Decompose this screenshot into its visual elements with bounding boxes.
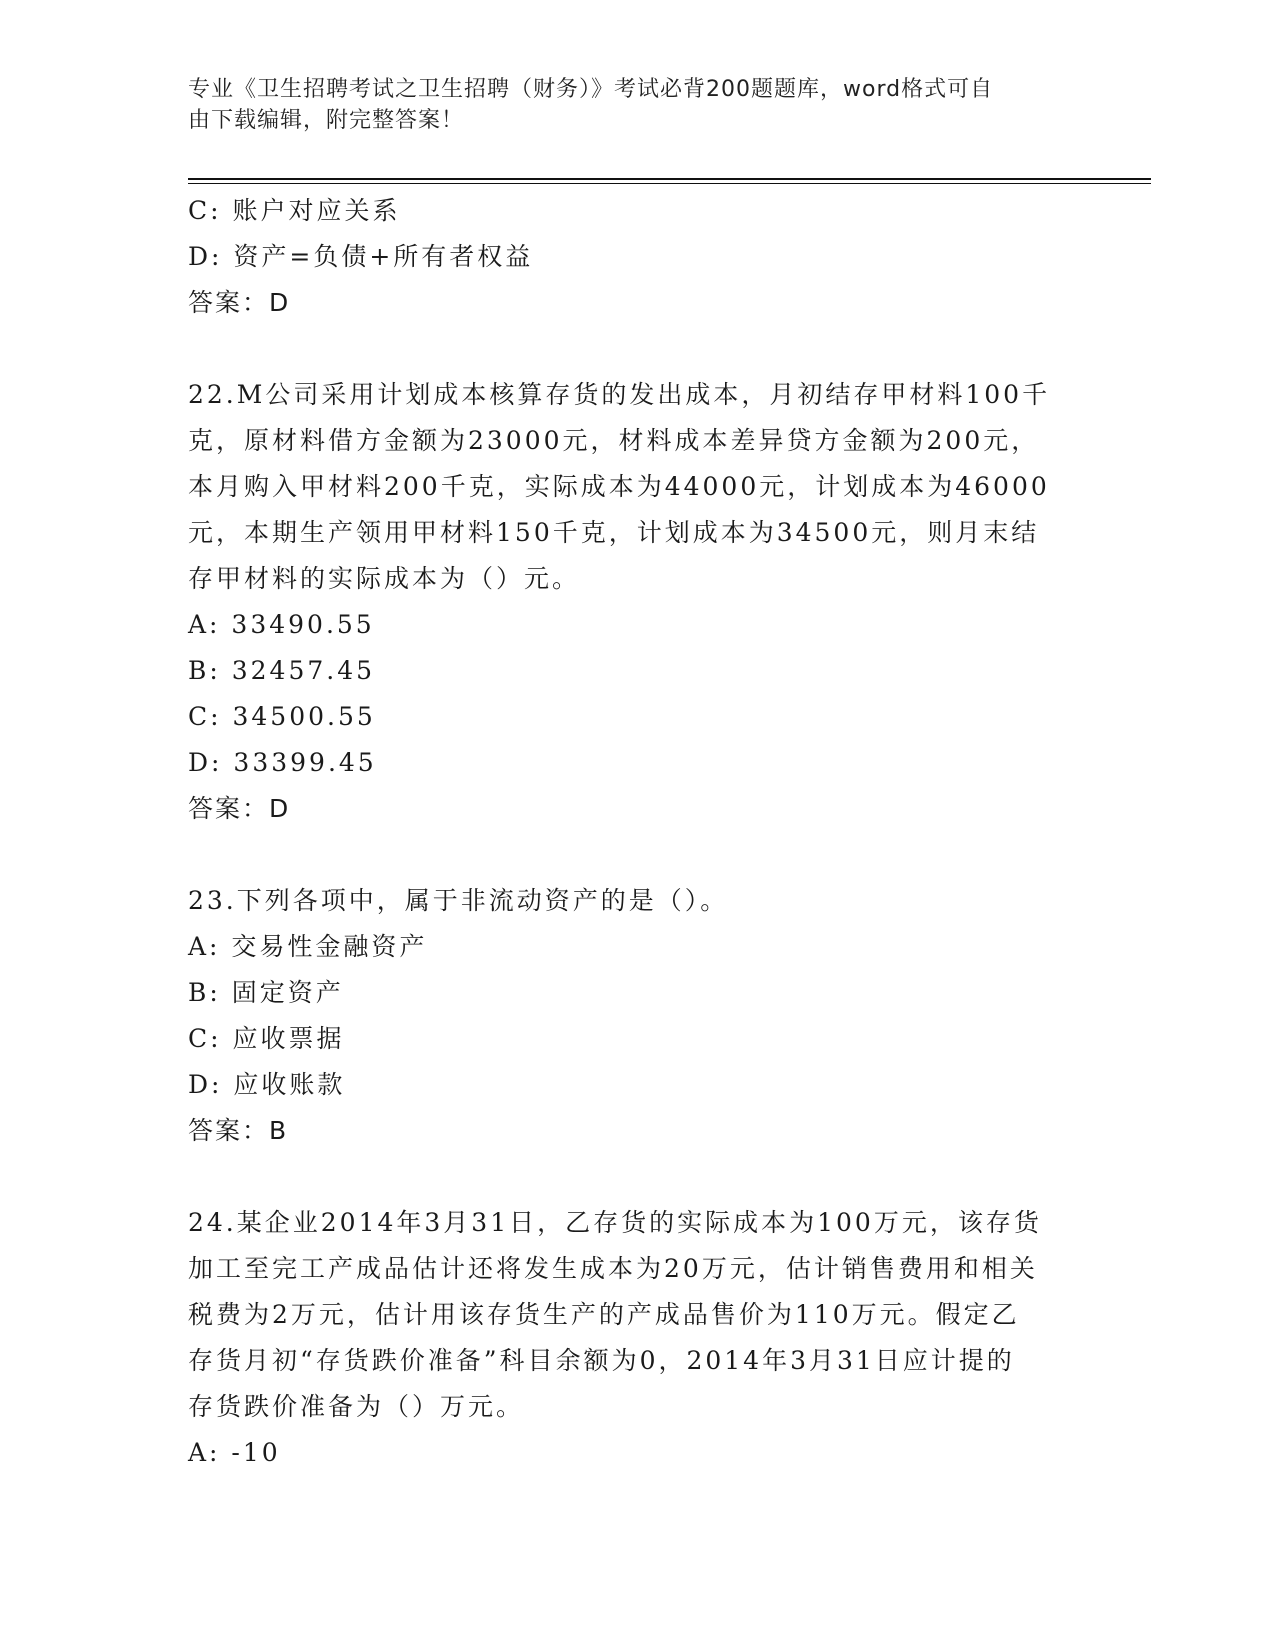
question-24 — [188, 1200, 1088, 1476]
answer: 答案：D — [188, 288, 291, 317]
question-22 — [188, 372, 1088, 832]
spacer — [188, 326, 1088, 372]
question-text-line: 克，原材料借方金额为23000元，材料成本差异贷方金额为200元， — [188, 426, 1040, 455]
question-text-line: 23.下列各项中，属于非流动资产的是（）。 — [188, 886, 729, 915]
option-c: C: 34500.55 — [188, 702, 376, 731]
header-divider-thick — [188, 178, 1151, 180]
question-list — [188, 188, 1088, 1476]
question-text-line: 税费为2万元，估计用该存货生产的产成品售价为110万元。假定乙 — [188, 1300, 1020, 1329]
spacer — [188, 1154, 1088, 1200]
option-d: D: 资产=负债+所有者权益 — [188, 242, 534, 271]
question-23 — [188, 878, 1088, 1154]
option-d: D: 应收账款 — [188, 1070, 346, 1099]
option-d: D: 33399.45 — [188, 748, 377, 777]
option-b: B: 固定资产 — [188, 978, 344, 1007]
question-text-line: 24.某企业2014年3月31日，乙存货的实际成本为100万元，该存货 — [188, 1208, 1042, 1237]
question-text-line: 存货跌价准备为（）万元。 — [188, 1392, 525, 1421]
option-c: C: 应收票据 — [188, 1024, 345, 1053]
question-text-line: 加工至完工产成品估计还将发生成本为20万元，估计销售费用和相关 — [188, 1254, 1038, 1283]
answer: 答案：D — [188, 794, 291, 823]
question-21-tail — [188, 188, 1088, 326]
option-a: A: 33490.55 — [188, 610, 375, 639]
option-c: C: 账户对应关系 — [188, 196, 401, 225]
question-text-line: 元，本期生产领用甲材料150千克，计划成本为34500元，则月末结 — [188, 518, 1040, 547]
header-line-2: 由下载编辑，附完整答案！ — [188, 108, 465, 133]
question-text-line: 存货月初“存货跌价准备”科目余额为0，2014年3月31日应计提的 — [188, 1346, 1015, 1375]
option-a: A: 交易性金融资产 — [188, 932, 428, 961]
question-text-line: 本月购入甲材料200千克，实际成本为44000元，计划成本为46000 — [188, 472, 1050, 501]
answer: 答案：B — [188, 1116, 289, 1145]
question-text-line: 22.M公司采用计划成本核算存货的发出成本，月初结存甲材料100千 — [188, 380, 1051, 409]
option-a: A: -10 — [188, 1438, 281, 1467]
header-line-1: 专业《卫生招聘考试之卫生招聘（财务）》考试必背200题题库，word格式可自 — [188, 77, 994, 102]
header-divider-thin — [188, 183, 1151, 184]
spacer — [188, 832, 1088, 878]
document-header — [188, 74, 1068, 136]
question-text-line: 存甲材料的实际成本为（）元。 — [188, 564, 581, 593]
option-b: B: 32457.45 — [188, 656, 376, 685]
